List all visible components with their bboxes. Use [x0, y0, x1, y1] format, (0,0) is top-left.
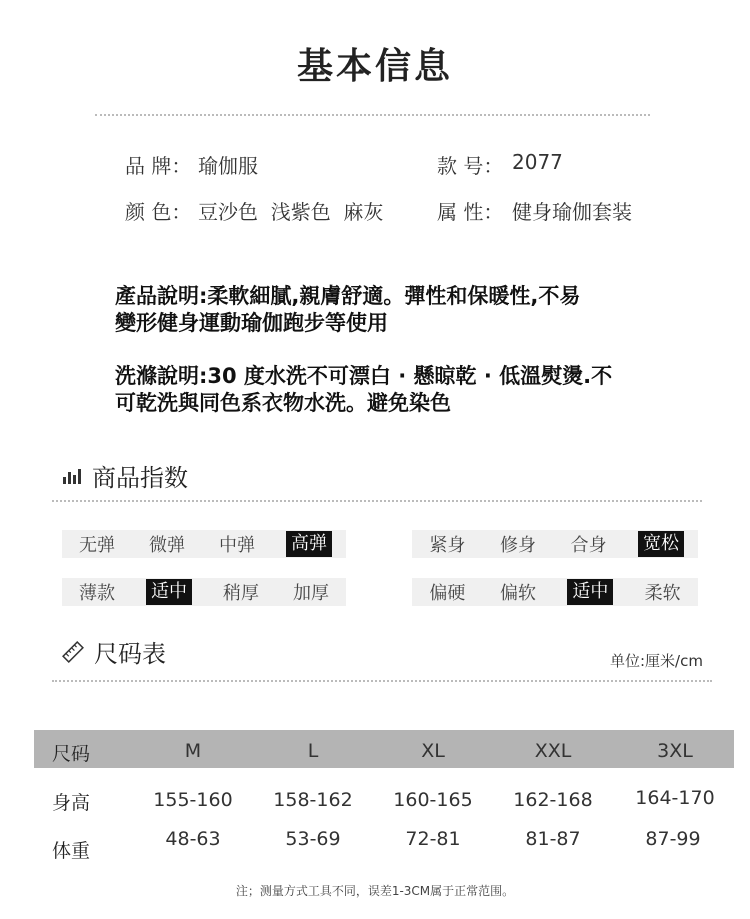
- title-divider: [95, 114, 650, 116]
- index-section-header: [62, 458, 188, 493]
- fit-scale: [412, 530, 698, 558]
- thickness-option: 加厚: [293, 583, 329, 604]
- color-label: 颜 色：: [125, 200, 192, 224]
- elasticity-scale: [62, 530, 346, 558]
- weight-cell: 53-69: [285, 828, 341, 850]
- model-value: 2077: [512, 150, 563, 174]
- thickness-option-selected: 适中: [146, 579, 192, 605]
- thickness-scale: [62, 578, 346, 606]
- softness-option-selected: 适中: [567, 579, 613, 605]
- attribute-label: 属 性：: [437, 200, 504, 224]
- elasticity-option: 中弹: [219, 535, 255, 556]
- size-header-cell: XXL: [534, 740, 572, 762]
- height-row-label: 身高: [52, 792, 91, 814]
- elasticity-option-selected: 高弹: [286, 531, 332, 557]
- model-label: 款 号：: [437, 154, 504, 178]
- size-header-cell: L: [307, 740, 319, 762]
- measurement-note: 注；测量方式工具不同，误差1-3CM属于正常范围。: [235, 884, 515, 898]
- elasticity-option: 微弹: [149, 535, 185, 556]
- fit-option: 紧身: [429, 535, 466, 556]
- size-section-header: [62, 634, 166, 669]
- weight-cell: 72-81: [405, 828, 461, 850]
- height-cell: 162-168: [513, 789, 593, 811]
- weight-cell: 48-63: [165, 828, 221, 850]
- attribute-value: 健身瑜伽套装: [512, 200, 632, 224]
- softness-option: 柔软: [644, 583, 681, 604]
- softness-scale: [412, 578, 698, 606]
- height-cell: 158-162: [273, 789, 353, 811]
- wash-description-line1: 洗滌說明:30 度水洗不可漂白 · 懸晾乾 · 低溫熨燙.不: [115, 364, 613, 388]
- page-title: 基本信息: [296, 46, 453, 87]
- elasticity-option: 无弹: [79, 535, 115, 556]
- size-section-title: 尺码表: [94, 640, 166, 668]
- unit-label: 单位:厘米/cm: [610, 652, 703, 670]
- height-cell: 155-160: [153, 789, 233, 811]
- fit-option: 合身: [570, 535, 607, 556]
- fit-option: 修身: [500, 535, 536, 556]
- index-section-title: 商品指数: [92, 464, 188, 492]
- softness-option: 偏软: [500, 583, 536, 604]
- size-header-cell: M: [184, 740, 202, 762]
- brand-label: 品 牌：: [125, 154, 192, 178]
- ruler-icon: [62, 641, 84, 663]
- size-divider: [52, 680, 712, 682]
- size-header-cell: XL: [421, 740, 445, 762]
- thickness-option: 薄款: [79, 583, 115, 604]
- fit-option-selected: 宽松: [638, 531, 684, 557]
- wash-description-line2: 可乾洗與同色系衣物水洗。避免染色: [115, 391, 451, 415]
- height-cell: 160-165: [393, 789, 473, 811]
- size-header-cell: 3XL: [657, 740, 693, 762]
- product-description-line2: 變形健身運動瑜伽跑步等使用: [115, 311, 388, 335]
- weight-cell: 87-99: [645, 828, 701, 850]
- height-cell: 164-170: [635, 787, 715, 809]
- thickness-option: 稍厚: [223, 583, 259, 604]
- color-value: 豆沙色 浅紫色 麻灰: [198, 200, 384, 224]
- weight-row-label: 体重: [52, 840, 91, 862]
- brand-value: 瑜伽服: [198, 154, 258, 178]
- bar-chart-icon: [62, 467, 82, 485]
- product-description-line1: 產品說明:柔軟細膩,親膚舒適。彈性和保暖性,不易: [115, 284, 581, 308]
- weight-cell: 81-87: [525, 828, 581, 850]
- size-header-label: 尺码: [52, 743, 91, 765]
- softness-option: 偏硬: [429, 583, 466, 604]
- index-divider: [52, 500, 702, 502]
